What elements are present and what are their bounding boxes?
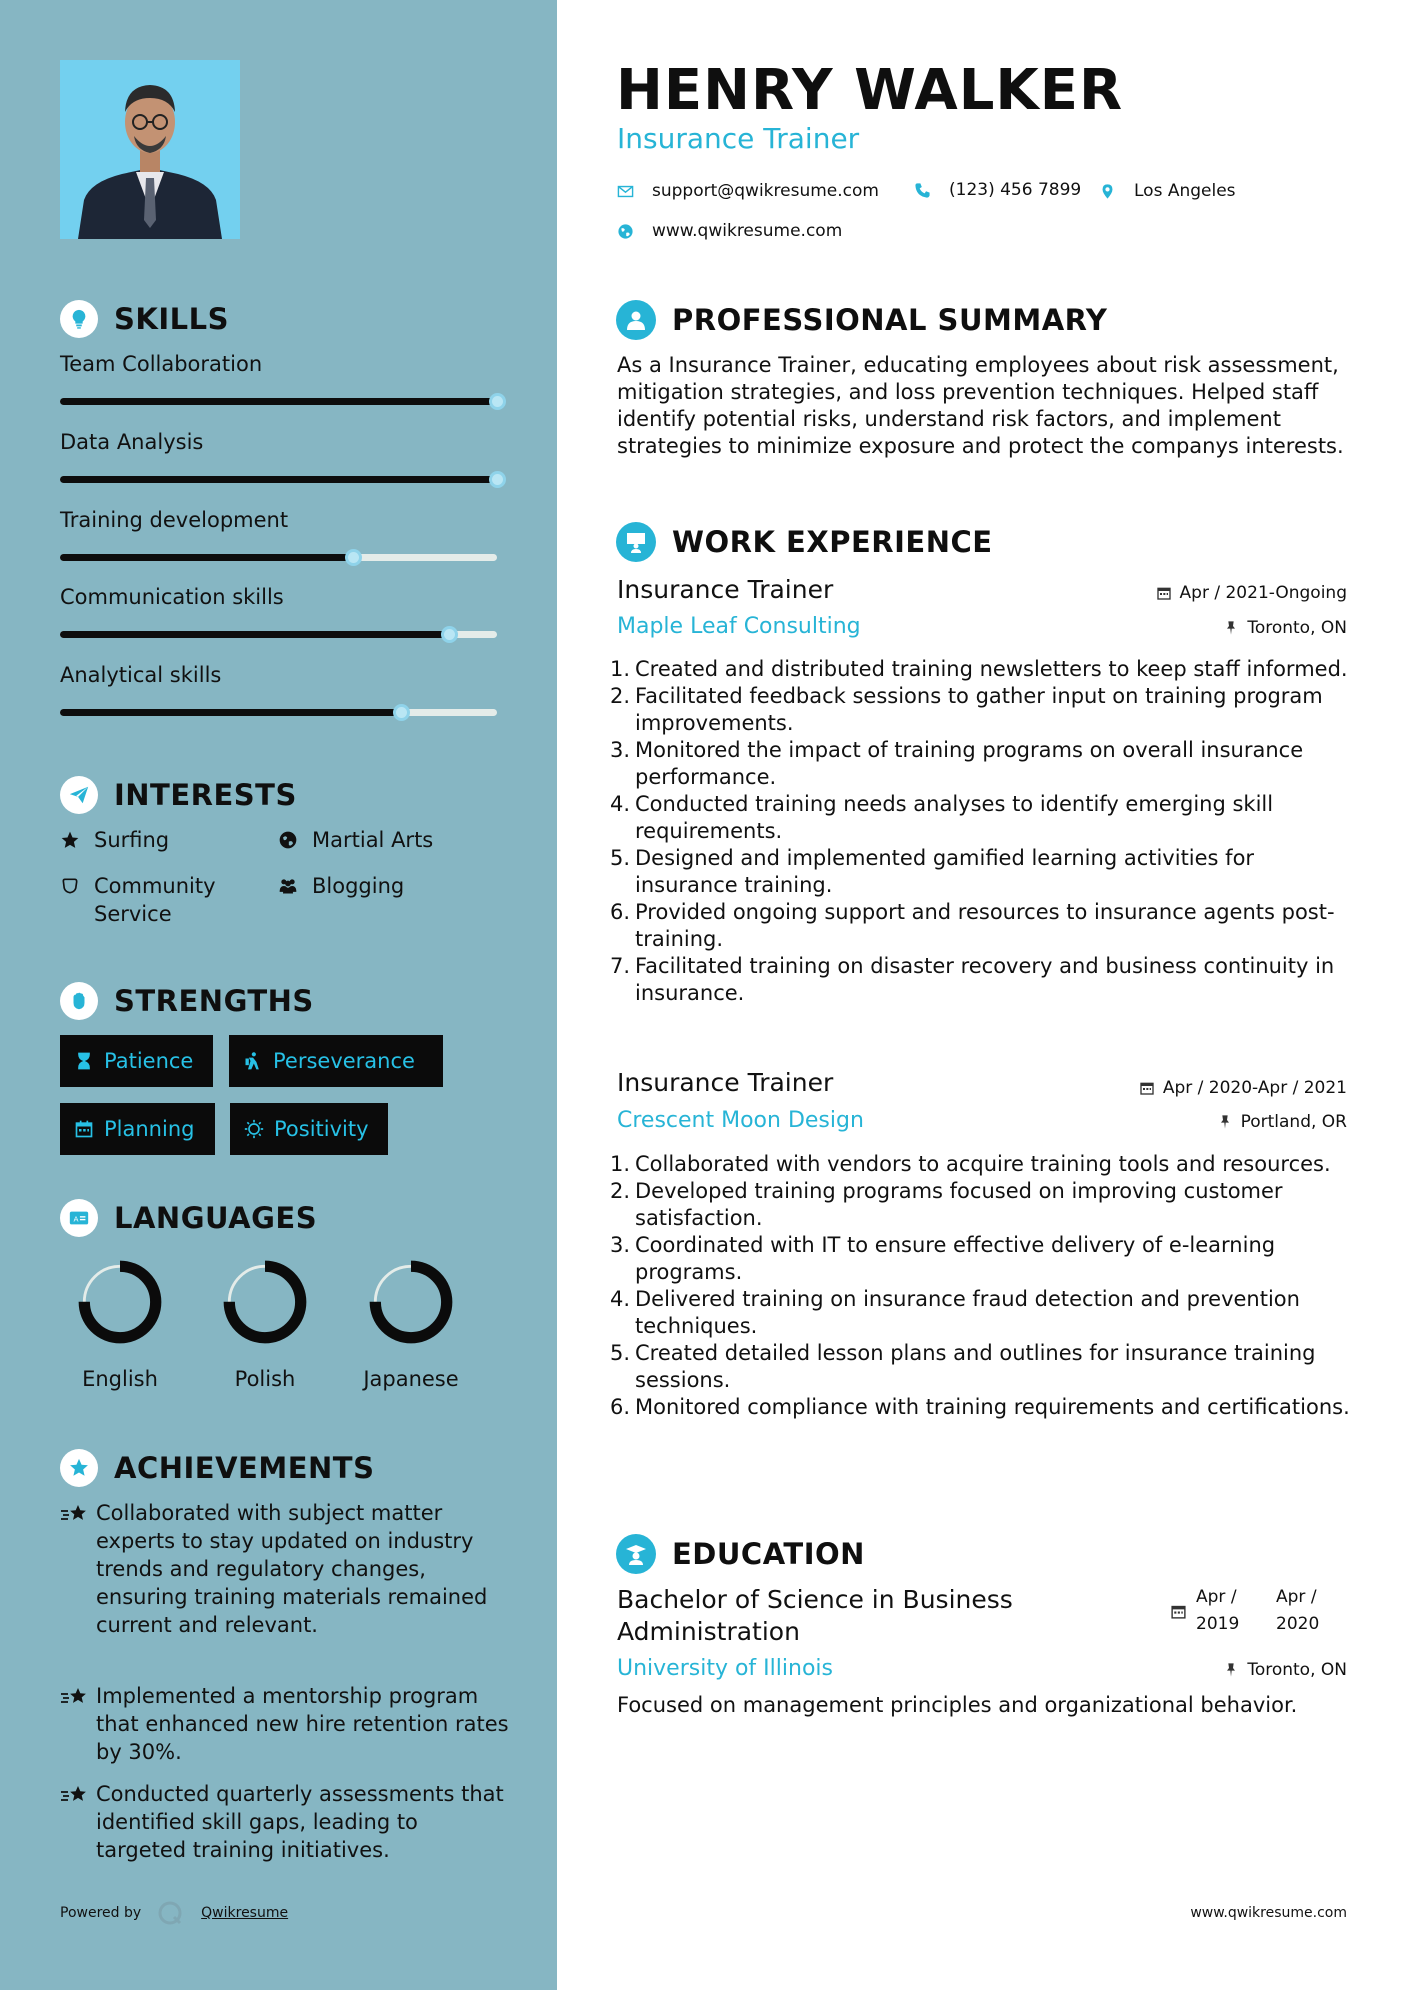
interests-heading xyxy=(60,776,297,814)
interest-label: Surfing xyxy=(94,828,170,852)
contact-email[interactable] xyxy=(617,181,879,201)
skill-bar xyxy=(60,631,497,638)
summary-text: As a Insurance Trainer, educating employees about risk assessment, mitigation strategies, and loss prevention techniques. Helped staff identify potential risks, understand risk factors, and implement strategies to minimize exposure and protect the companys interests. xyxy=(617,353,1344,458)
bullet-number: 1. xyxy=(610,657,631,681)
interest-surfing xyxy=(60,826,169,854)
qwikresume-link[interactable]: Qwikresume xyxy=(201,1905,289,1921)
achievement-item xyxy=(60,1499,510,1639)
job-bullet xyxy=(610,845,1355,899)
bullet-number: 7. xyxy=(610,954,631,978)
strength-label: Patience xyxy=(104,1049,194,1073)
bullet-number: 6. xyxy=(610,900,631,924)
bullet-text: Collaborated with vendors to acquire training tools and resources. xyxy=(635,1152,1331,1176)
translate-icon xyxy=(60,1199,98,1237)
hand-icon xyxy=(60,872,86,900)
skill-bar-knob xyxy=(345,549,362,566)
skills-heading xyxy=(60,300,229,338)
powered-label: Powered by xyxy=(60,1905,142,1921)
calendar-icon xyxy=(1170,1603,1187,1620)
skill-name: Analytical skills xyxy=(60,663,222,687)
skill-bar-fill xyxy=(60,476,497,483)
job-bullet xyxy=(610,791,1355,845)
education-start-month: Apr / xyxy=(1196,1587,1237,1607)
skill-bar-fill xyxy=(60,709,401,716)
education-location xyxy=(1223,1660,1347,1680)
skill-bar-fill xyxy=(60,631,449,638)
interest-martial-arts xyxy=(278,826,433,854)
fist-icon xyxy=(60,982,98,1020)
bullet-number: 1. xyxy=(610,1152,631,1176)
bullet-number: 5. xyxy=(610,846,631,870)
work-heading xyxy=(616,522,993,562)
globe-icon xyxy=(278,826,304,854)
achievement-text: Conducted quarterly assessments that identified skill gaps, leading to targeted training initiatives. xyxy=(96,1782,504,1862)
skill-item xyxy=(60,585,497,638)
education-end-month: Apr / xyxy=(1276,1587,1317,1607)
skill-bar xyxy=(60,554,497,561)
language-name: Japanese xyxy=(363,1367,459,1391)
bullet-text: Monitored the impact of training programs on overall insurance performance. xyxy=(635,738,1304,789)
bullet-text: Facilitated training on disaster recovery and business continuity in insurance. xyxy=(635,954,1335,1005)
presenter-icon xyxy=(616,522,656,562)
calendar-icon xyxy=(1156,585,1172,601)
job-location-text: Portland, OR xyxy=(1240,1112,1347,1132)
shooting-star-icon xyxy=(60,1499,96,1529)
skill-name: Team Collaboration xyxy=(60,352,263,376)
job-bullet xyxy=(610,953,1355,1007)
job-title: Insurance Trainer xyxy=(617,575,834,604)
job-company: Maple Leaf Consulting xyxy=(617,614,861,639)
envelope-icon xyxy=(617,183,634,200)
work-title: WORK EXPERIENCE xyxy=(672,525,993,559)
job-bullet xyxy=(610,1286,1355,1340)
skill-bar xyxy=(60,476,497,483)
hiker-icon xyxy=(243,1051,263,1071)
bullet-number: 4. xyxy=(610,1287,631,1311)
user-icon xyxy=(616,300,656,340)
powered-by xyxy=(60,1900,288,1926)
job-bullets xyxy=(610,656,1355,1007)
job-bullet xyxy=(610,1232,1355,1286)
language-item xyxy=(351,1255,471,1391)
job-title: Insurance Trainer xyxy=(617,1068,834,1097)
languages-heading xyxy=(60,1199,317,1237)
education-degree: Bachelor of Science in Business Administration xyxy=(617,1585,1013,1646)
strength-label: Planning xyxy=(104,1117,195,1141)
bullet-text: Monitored compliance with training requirements and certifications. xyxy=(635,1395,1350,1419)
job-location-text: Toronto, ON xyxy=(1247,618,1347,638)
bullet-text: Delivered training on insurance fraud detection and prevention techniques. xyxy=(635,1287,1300,1338)
interest-label: Martial Arts xyxy=(312,828,434,852)
strength-label: Perseverance xyxy=(273,1049,415,1073)
bullet-text: Facilitated feedback sessions to gather input on training program improvements. xyxy=(635,684,1323,735)
education-description: Focused on management principles and organizational behavior. xyxy=(617,1693,1298,1717)
calendar-icon xyxy=(1139,1080,1155,1096)
achievement-item xyxy=(60,1682,510,1766)
pushpin-icon xyxy=(1223,1662,1239,1678)
bullet-text: Created and distributed training newsletters to keep staff informed. xyxy=(635,657,1348,681)
skill-bar-knob xyxy=(489,393,506,410)
qwikresume-logo-icon xyxy=(157,1900,183,1926)
job-bullet xyxy=(610,683,1355,737)
phone-icon xyxy=(914,182,931,199)
job-bullet xyxy=(610,1151,1355,1178)
job-date xyxy=(1139,1078,1347,1098)
skill-name: Data Analysis xyxy=(60,430,204,454)
profile-photo xyxy=(60,60,240,239)
strength-positivity xyxy=(230,1103,388,1155)
star-icon xyxy=(60,826,86,854)
bullet-text: Coordinated with IT to ensure effective delivery of e-learning programs. xyxy=(635,1233,1276,1284)
pushpin-icon xyxy=(1217,1114,1233,1130)
education-school: University of Illinois xyxy=(617,1656,833,1681)
skill-bar-fill xyxy=(60,398,497,405)
job-bullet xyxy=(610,1394,1355,1421)
strengths-title: STRENGTHS xyxy=(114,984,314,1018)
phone-text: (123) 456 7899 xyxy=(949,180,1082,200)
contact-location xyxy=(1099,181,1236,201)
language-name: English xyxy=(82,1367,158,1391)
candidate-name: HENRY WALKER xyxy=(616,58,1124,123)
pushpin-icon xyxy=(1223,620,1239,636)
skill-bar-knob xyxy=(393,704,410,721)
job-bullet xyxy=(610,656,1355,683)
job-location xyxy=(1223,618,1347,638)
language-name: Polish xyxy=(234,1367,296,1391)
education-start xyxy=(1196,1584,1239,1638)
skill-bar-knob xyxy=(441,626,458,643)
achievement-text: Collaborated with subject matter experts to stay updated on industry trends and regulatory changes, ensuring training materials remained current and relevant. xyxy=(96,1501,488,1637)
bullet-number: 6. xyxy=(610,1395,631,1419)
candidate-role: Insurance Trainer xyxy=(617,122,860,155)
job-bullet xyxy=(610,1178,1355,1232)
strength-patience xyxy=(60,1035,213,1087)
website-text: www.qwikresume.com xyxy=(652,221,843,241)
job-bullet xyxy=(610,1340,1355,1394)
bullet-number: 3. xyxy=(610,1233,631,1257)
shooting-star-icon xyxy=(60,1682,96,1712)
bullet-text: Provided ongoing support and resources to insurance agents post-training. xyxy=(635,900,1335,951)
bullet-number: 2. xyxy=(610,684,631,708)
skill-name: Training development xyxy=(60,508,289,532)
bullet-number: 4. xyxy=(610,792,631,816)
achievements-title: ACHIEVEMENTS xyxy=(114,1451,375,1485)
sidebar xyxy=(0,0,557,1990)
job-bullet xyxy=(610,737,1355,791)
graduate-icon xyxy=(616,1534,656,1574)
interest-blogging xyxy=(278,872,404,900)
bullet-number: 2. xyxy=(610,1179,631,1203)
strengths-heading xyxy=(60,982,314,1020)
interest-label: Blogging xyxy=(312,874,405,898)
footer-url[interactable]: www.qwikresume.com xyxy=(1190,1905,1347,1921)
job-bullet xyxy=(610,899,1355,953)
bullet-text: Developed training programs focused on improving customer satisfaction. xyxy=(635,1179,1283,1230)
interest-label: Community Service xyxy=(94,874,216,926)
map-pin-icon xyxy=(1099,183,1116,200)
contact-website[interactable] xyxy=(617,221,842,241)
job-date-text: Apr / 2020-Apr / 2021 xyxy=(1162,1078,1347,1098)
strength-label: Positivity xyxy=(274,1117,369,1141)
sun-icon xyxy=(244,1119,264,1139)
bullet-text: Conducted training needs analyses to identify emerging skill requirements. xyxy=(635,792,1274,843)
interests-title: INTERESTS xyxy=(114,778,297,812)
globe-icon xyxy=(617,223,634,240)
skill-item xyxy=(60,663,497,716)
achievement-text: Implemented a mentorship program that enhanced new hire retention rates by 30%. xyxy=(96,1684,509,1764)
achievements-heading xyxy=(60,1449,374,1487)
language-ring xyxy=(364,1255,458,1349)
language-ring xyxy=(218,1255,312,1349)
language-item xyxy=(205,1255,325,1391)
education-end-year: 2020 xyxy=(1276,1614,1320,1634)
strength-perseverance xyxy=(229,1035,443,1087)
education-heading xyxy=(616,1534,865,1574)
achievement-item xyxy=(60,1780,510,1864)
job-bullets xyxy=(610,1151,1355,1421)
education-start-year: 2019 xyxy=(1196,1614,1240,1634)
interest-community-service xyxy=(60,872,260,928)
skill-bar xyxy=(60,398,497,405)
skill-name: Communication skills xyxy=(60,585,284,609)
paper-plane-icon xyxy=(60,776,98,814)
email-text: support@qwikresume.com xyxy=(652,181,879,201)
education-location-text: Toronto, ON xyxy=(1247,1660,1347,1680)
skill-item xyxy=(60,352,497,405)
language-ring xyxy=(73,1255,167,1349)
job-date xyxy=(1156,583,1347,603)
job-date-text: Apr / 2021-Ongoing xyxy=(1179,583,1347,603)
shooting-star-icon xyxy=(60,1780,96,1810)
svg-text:A: A xyxy=(73,1214,79,1224)
summary-heading xyxy=(616,300,1107,340)
skill-bar-fill xyxy=(60,554,353,561)
skills-title: SKILLS xyxy=(114,302,229,336)
bullet-number: 3. xyxy=(610,738,631,762)
language-item xyxy=(60,1255,180,1391)
strength-planning xyxy=(60,1103,215,1155)
bullet-text: Designed and implemented gamified learning activities for insurance training. xyxy=(635,846,1255,897)
summary-title: PROFESSIONAL SUMMARY xyxy=(672,303,1108,337)
skill-item xyxy=(60,508,497,561)
location-text: Los Angeles xyxy=(1134,181,1236,201)
bullet-text: Created detailed lesson plans and outlines for insurance training sessions. xyxy=(635,1341,1316,1392)
award-star-icon xyxy=(60,1449,98,1487)
lightbulb-icon xyxy=(60,300,98,338)
calendar-icon xyxy=(74,1119,94,1139)
contact-phone[interactable] xyxy=(914,180,1081,200)
skill-bar xyxy=(60,709,497,716)
bullet-number: 5. xyxy=(610,1341,631,1365)
skill-item xyxy=(60,430,497,483)
job-company: Crescent Moon Design xyxy=(617,1108,864,1133)
users-icon xyxy=(278,872,304,900)
skill-bar-knob xyxy=(489,471,506,488)
job-location xyxy=(1217,1112,1347,1132)
hourglass-icon xyxy=(74,1051,94,1071)
education-title: EDUCATION xyxy=(672,1537,865,1571)
education-end xyxy=(1276,1584,1319,1638)
languages-title: LANGUAGES xyxy=(114,1201,318,1235)
